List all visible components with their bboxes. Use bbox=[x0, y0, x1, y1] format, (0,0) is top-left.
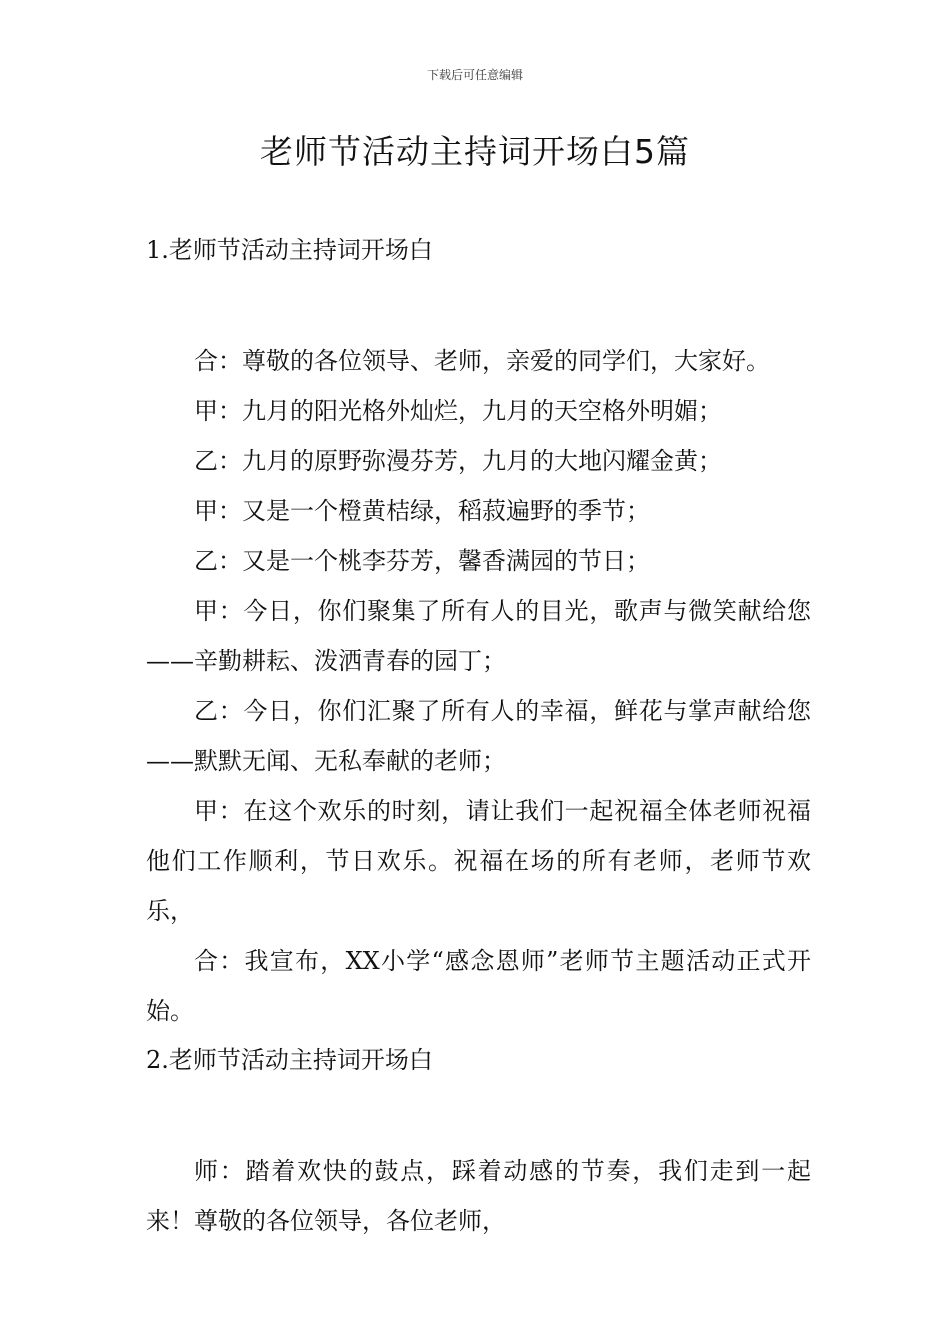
dialogue-line: 甲：又是一个橙黄桔绿，稻菽遍野的季节； bbox=[194, 497, 650, 525]
section-heading-1: 1.老师节活动主持词开场白 bbox=[146, 236, 433, 264]
dialogue-line: 师：踏着欢快的鼓点，踩着动感的节奏，我们走到一起来！尊敬的各位领导，各位老师， bbox=[146, 1157, 811, 1235]
section-spacer bbox=[146, 274, 811, 336]
dialogue-line: 甲：在这个欢乐的时刻，请让我们一起祝福全体老师祝福他们工作顺利，节日欢乐。祝福在场的所有老师，老师节欢乐， bbox=[146, 797, 811, 925]
header-note: 下载后可任意编辑 bbox=[426, 68, 523, 82]
dialogue-line: 乙：今日，你们汇聚了所有人的幸福，鲜花与掌声献给您——默默无闻、无私奉献的老师； bbox=[146, 697, 811, 775]
dialogue-line: 甲：今日，你们聚集了所有人的目光，歌声与微笑献给您——辛勤耕耘、泼洒青春的园丁； bbox=[146, 597, 811, 675]
dialogue-line: 合：我宣布，XX小学“感念恩师”老师节主题活动正式开始。 bbox=[146, 947, 811, 1025]
dialogue-line: 甲：九月的阳光格外灿烂，九月的天空格外明媚； bbox=[194, 397, 722, 425]
dialogue-line: 合：尊敬的各位领导、老师，亲爱的同学们，大家好。 bbox=[194, 347, 770, 375]
section-spacer bbox=[146, 1084, 811, 1146]
document-title: 老师节活动主持词开场白5篇 bbox=[260, 132, 690, 171]
dialogue-line: 乙：又是一个桃李芬芳，馨香满园的节日； bbox=[194, 547, 650, 575]
document-body bbox=[146, 226, 811, 1246]
section-heading-2: 2.老师节活动主持词开场白 bbox=[146, 1046, 433, 1074]
dialogue-line: 乙：九月的原野弥漫芬芳，九月的大地闪耀金黄； bbox=[194, 447, 722, 475]
